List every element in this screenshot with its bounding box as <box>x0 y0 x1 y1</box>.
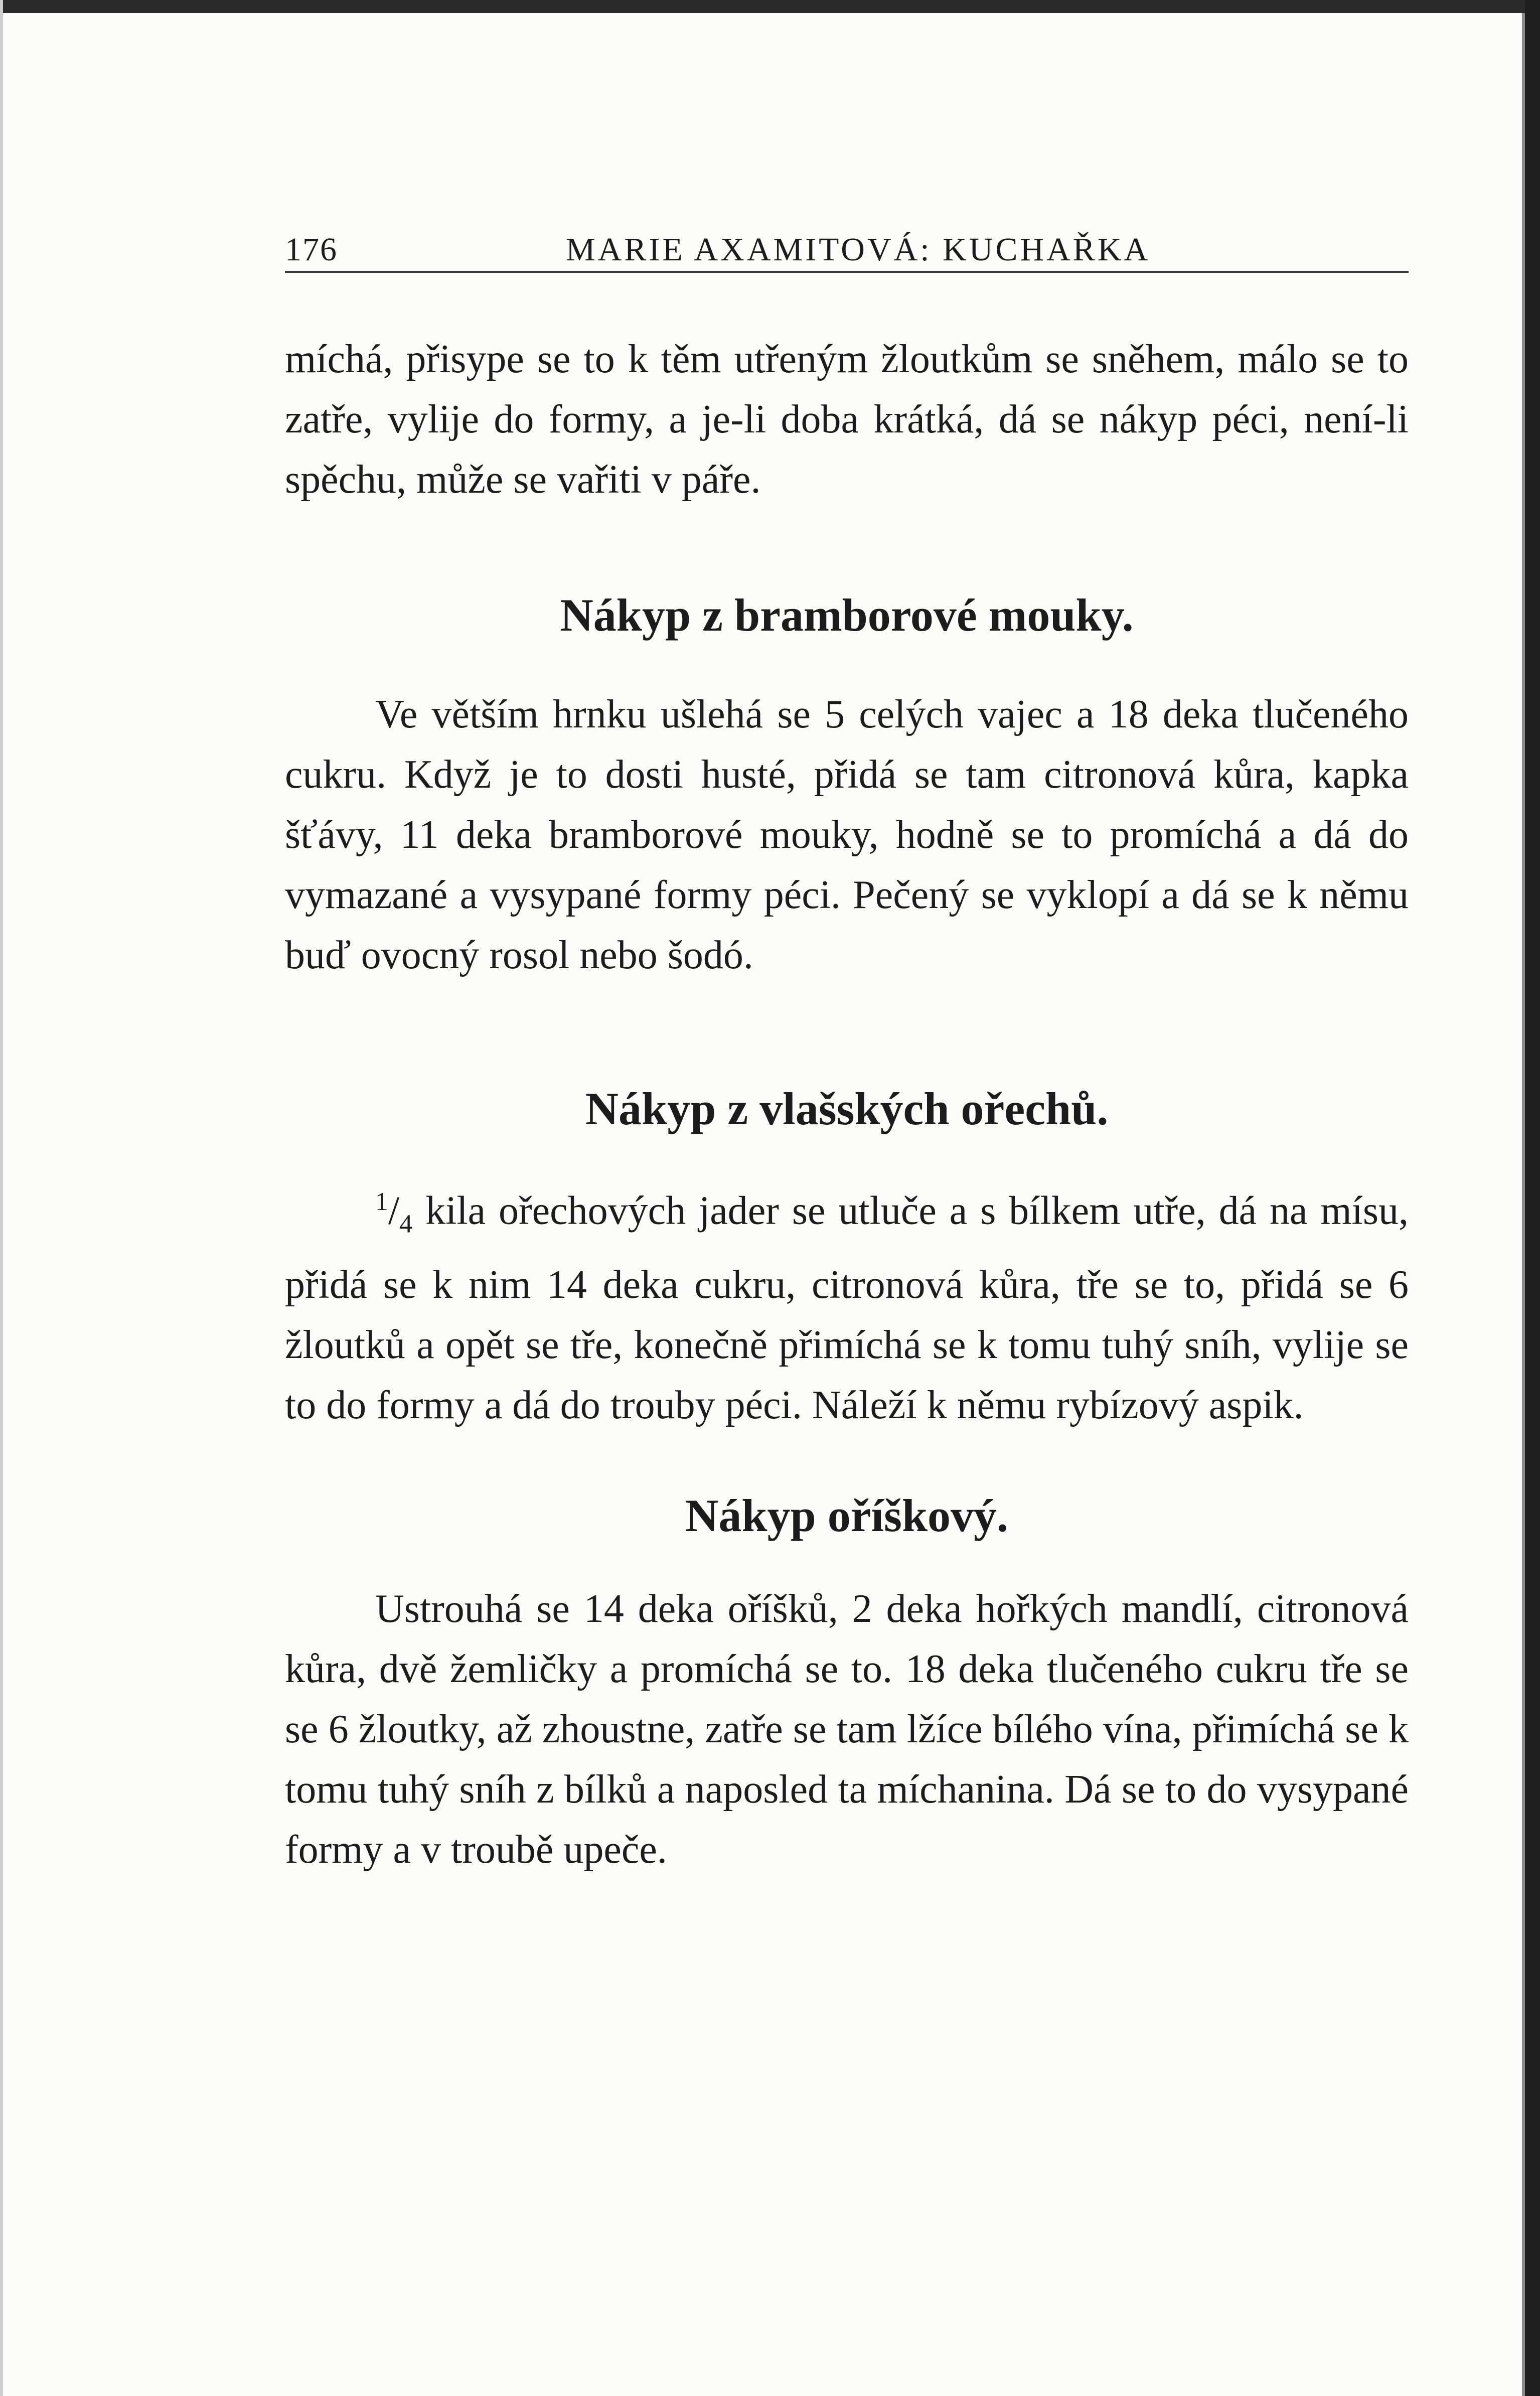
recipe-text-potato-flour: Ve větším hrnku ušlehá se 5 celých vajec a 18 deka tlučeného cukru. Když je to dosti husté, přidá se tam citronová kůra, kapka šťávy, 11 deka bramborové mouky, hodně se to promíchá a dá do vymazané a vysypané formy péci. Pečený se vyklopí a dá se k němu buď ovocný rosol nebo šodó. <box>285 692 1409 977</box>
recipe-title-potato-flour: Nákyp z bramborové mouky. <box>560 589 1134 641</box>
scan-border-left <box>0 0 3 2396</box>
recipe-text-hazelnut: Ustrouhá se 14 deka oříšků, 2 deka hořkých mandlí, citronová kůra, dvě žemličky a promíchá se to. 18 deka tlučeného cukru tře se se 6 žloutky, až zhoustne, zatře se tam lžíce bílého vína, přimíchá se k tomu tuhý sníh z bílků a naposled ta míchanina. Dá se to do vysypané formy a v troubě upeče. <box>285 1586 1409 1872</box>
scan-border-right <box>1525 0 1540 2396</box>
page-content <box>285 216 1409 1880</box>
running-header <box>285 216 1409 273</box>
recipe-title-walnut: Nákyp z vlašských ořechů. <box>585 1083 1109 1134</box>
page-number: 176 <box>285 231 338 268</box>
fraction-denominator: 4 <box>399 1210 413 1239</box>
intro-paragraph: míchá, přisype se to k těm utřeným žloutkům se sněhem, málo se to zatře, vylije do formy, a je-li doba krátká, dá se nákyp péci, není-li spěchu, může se vařiti v páře. <box>285 337 1409 502</box>
recipe-text-walnut: $^1/_4$ kila ořechových jader se utluče a s bílkem utře, dá na mísu, přidá se k nim 14 deka cukru, citronová kůra, tře se to, přidá se 6 žloutků a opět se tře, konečně přimíchá se k tomu tuhý sníh, vylije se to do formy a dá do trouby péci. Náleží k němu rybízový aspik. <box>285 1187 1409 1427</box>
fraction-numerator: 1 <box>375 1187 388 1216</box>
running-title: MARIE AXAMITOVÁ: KUCHAŘKA <box>566 231 1151 268</box>
recipe-title-hazelnut: Nákyp oříškový. <box>685 1489 1009 1541</box>
recipe-text-walnut-body: kila ořechových jader se utluče a s bílkem utře, dá na mísu, přidá se k nim 14 deka cukru, citronová kůra, tře se to, přidá se 6 žloutků a opět se tře, konečně přimíchá se k tomu tuhý sníh, vylije se to do formy a dá do trouby péci. Náleží k němu rybízový aspik. <box>285 1188 1409 1427</box>
scan-border-top <box>0 0 1540 13</box>
